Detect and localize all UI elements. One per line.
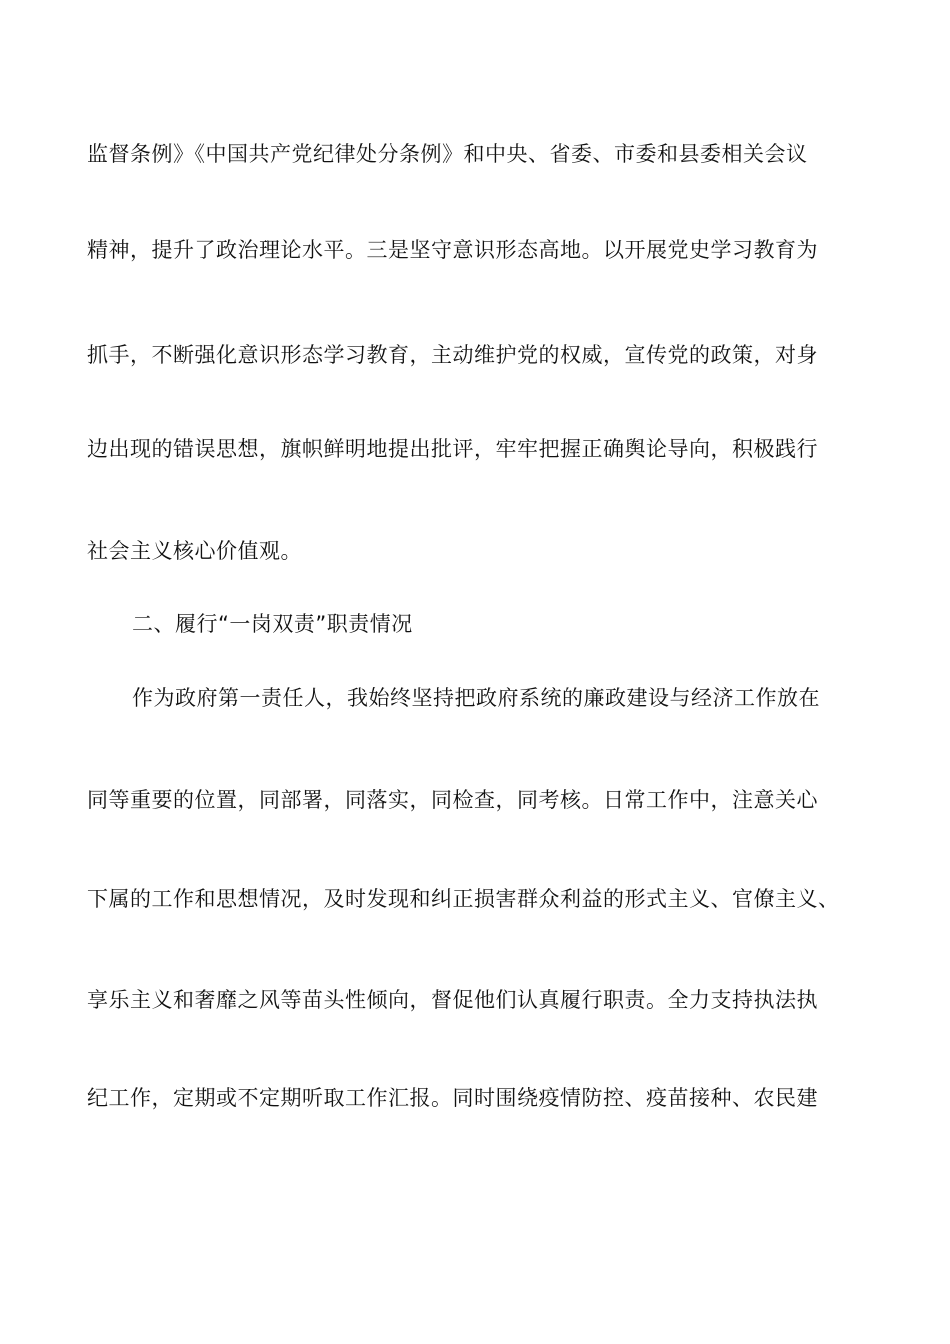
paragraph-line: 纪工作，定期或不定期听取工作汇报。同时围绕疫情防控、疫苗接种、农民建 <box>87 1086 818 1110</box>
paragraph-line: 监督条例》《中国共产党纪律处分条例》和中央、省委、市委和县委相关会议 <box>87 142 808 166</box>
paragraph-line: 精神，提升了政治理论水平。三是坚守意识形态高地。以开展党史学习教育为 <box>87 238 818 262</box>
paragraph-line: 同等重要的位置，同部署，同落实，同检查，同考核。日常工作中，注意关心 <box>87 788 818 812</box>
section-heading: 二、履行“一岗双责”职责情况 <box>132 612 413 636</box>
paragraph-line: 享乐主义和奢靡之风等苗头性倾向，督促他们认真履行职责。全力支持执法执 <box>87 988 818 1012</box>
paragraph-line: 抓手，不断强化意识形态学习教育，主动维护党的权威，宣传党的政策，对身 <box>87 343 818 367</box>
paragraph-line: 边出现的错误思想，旗帜鲜明地提出批评，牢牢把握正确舆论导向，积极践行 <box>87 437 818 461</box>
paragraph-line: 作为政府第一责任人，我始终坚持把政府系统的廉政建设与经济工作放在 <box>132 686 820 710</box>
paragraph-line: 社会主义核心价值观。 <box>87 539 302 563</box>
paragraph-line: 下属的工作和思想情况，及时发现和纠正损害群众利益的形式主义、官僚主义、 <box>87 887 840 911</box>
